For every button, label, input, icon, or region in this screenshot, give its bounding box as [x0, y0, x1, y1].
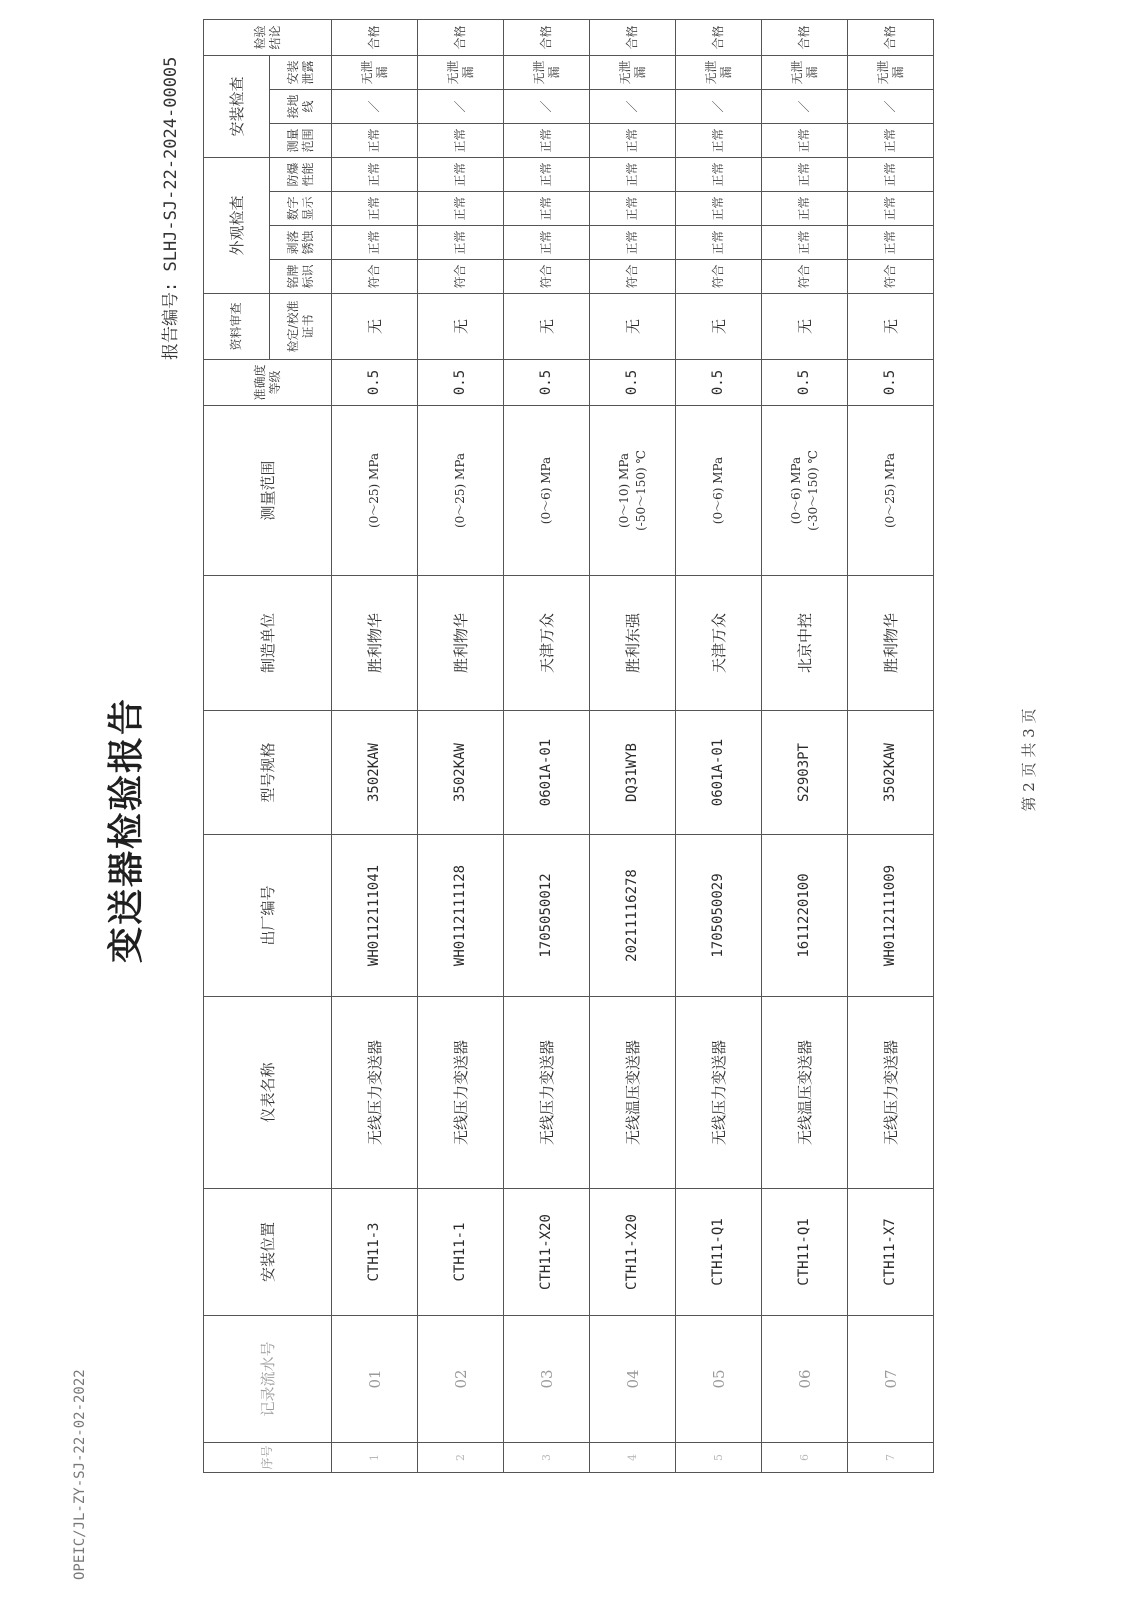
display-check: 正常 — [590, 192, 676, 226]
explosion-check: 正常 — [332, 157, 418, 191]
accuracy-class: 0.5 — [762, 360, 848, 406]
record-number: 07 — [848, 1316, 934, 1443]
nameplate-check: 符合 — [590, 260, 676, 294]
serial-number: WH0112111128 — [418, 835, 504, 997]
instrument-name: 无线压力变送器 — [504, 997, 590, 1189]
instrument-name: 无线压力变送器 — [418, 997, 504, 1189]
header-doc-cert: 检定/校准证书 — [270, 294, 332, 360]
table-row — [762, 19, 848, 1472]
header-nameplate: 铭牌标识 — [270, 260, 332, 294]
measuring-range — [590, 406, 676, 576]
header-install: 安装检查 — [204, 55, 270, 157]
conclusion: 合格 — [762, 19, 848, 55]
explosion-check: 正常 — [762, 157, 848, 191]
measuring-range — [332, 406, 418, 576]
row-index: 3 — [504, 1443, 590, 1473]
calibration-cert: 无 — [590, 294, 676, 360]
serial-number: 1611220100 — [762, 835, 848, 997]
measuring-range — [848, 406, 934, 576]
install-location: CTH11-X7 — [848, 1189, 934, 1316]
leak-check: 无泄漏 — [504, 55, 590, 89]
ground-check: ／ — [332, 89, 418, 123]
header-accuracy: 准确度等级 — [204, 360, 332, 406]
ground-check: ／ — [848, 89, 934, 123]
header-range: 测量范围 — [204, 406, 332, 576]
model-spec: 0601A-01 — [676, 711, 762, 835]
header-row-1 — [204, 19, 270, 1472]
install-location: CTH11-X20 — [590, 1189, 676, 1316]
accuracy-class: 0.5 — [332, 360, 418, 406]
row-index: 2 — [418, 1443, 504, 1473]
nameplate-check: 符合 — [332, 260, 418, 294]
conclusion: 合格 — [676, 19, 762, 55]
header-location: 安装位置 — [204, 1189, 332, 1316]
page-title: 变送器检验报告 — [105, 697, 147, 964]
explosion-check: 正常 — [848, 157, 934, 191]
range-pressure: (0～6) MPa — [539, 456, 554, 525]
record-number: 04 — [590, 1316, 676, 1443]
display-check: 正常 — [504, 192, 590, 226]
calibration-cert: 无 — [762, 294, 848, 360]
instrument-name: 无线压力变送器 — [332, 997, 418, 1189]
calibration-cert: 无 — [848, 294, 934, 360]
row-index: 4 — [590, 1443, 676, 1473]
calibration-cert: 无 — [504, 294, 590, 360]
header-corrosion: 剥落锈蚀 — [270, 226, 332, 260]
corrosion-check: 正常 — [848, 226, 934, 260]
model-spec: 3502KAW — [418, 711, 504, 835]
header-record-no: 记录流水号 — [204, 1316, 332, 1443]
corrosion-check: 正常 — [590, 226, 676, 260]
header-display: 数字显示 — [270, 192, 332, 226]
instrument-name: 无线温压变送器 — [762, 997, 848, 1189]
ground-check: ／ — [676, 89, 762, 123]
measuring-range — [762, 406, 848, 576]
record-number: 02 — [418, 1316, 504, 1443]
record-number: 06 — [762, 1316, 848, 1443]
ground-check: ／ — [418, 89, 504, 123]
install-location: CTH11-Q1 — [676, 1189, 762, 1316]
manufacturer: 天津万众 — [676, 576, 762, 711]
measuring-range — [676, 406, 762, 576]
range-pressure: (0～25) MPa — [367, 452, 382, 529]
form-code: OPEIC/JL-ZY-SJ-22-02-2022 — [72, 1369, 88, 1580]
inspection-table — [203, 19, 934, 1473]
display-check: 正常 — [848, 192, 934, 226]
table-row — [676, 19, 762, 1472]
accuracy-class: 0.5 — [676, 360, 762, 406]
header-ground: 接地线 — [270, 89, 332, 123]
header-index: 序号 — [204, 1443, 332, 1473]
explosion-check: 正常 — [676, 157, 762, 191]
header-manufacturer: 制造单位 — [204, 576, 332, 711]
row-index: 1 — [332, 1443, 418, 1473]
serial-number: WH0112111009 — [848, 835, 934, 997]
accuracy-class: 0.5 — [848, 360, 934, 406]
instrument-name: 无线温压变送器 — [590, 997, 676, 1189]
table-row — [590, 19, 676, 1472]
nameplate-check: 符合 — [676, 260, 762, 294]
explosion-check: 正常 — [418, 157, 504, 191]
manufacturer: 北京中控 — [762, 576, 848, 711]
row-index: 5 — [676, 1443, 762, 1473]
model-spec: S2903PT — [762, 711, 848, 835]
model-spec: 0601A-01 — [504, 711, 590, 835]
row-index: 6 — [762, 1443, 848, 1473]
ground-check: ／ — [504, 89, 590, 123]
conclusion: 合格 — [590, 19, 676, 55]
accuracy-class: 0.5 — [590, 360, 676, 406]
nameplate-check: 符合 — [762, 260, 848, 294]
table-row — [332, 19, 418, 1472]
header-instrument: 仪表名称 — [204, 997, 332, 1189]
serial-number: WH0112111041 — [332, 835, 418, 997]
conclusion: 合格 — [418, 19, 504, 55]
nameplate-check: 符合 — [418, 260, 504, 294]
display-check: 正常 — [332, 192, 418, 226]
corrosion-check: 正常 — [762, 226, 848, 260]
measuring-range — [418, 406, 504, 576]
manufacturer: 胜利东强 — [590, 576, 676, 711]
page-number: 第 2 页 共 3 页 — [1020, 708, 1038, 812]
instrument-name: 无线压力变送器 — [676, 997, 762, 1189]
header-explosion: 防爆性能 — [270, 157, 332, 191]
accuracy-class: 0.5 — [418, 360, 504, 406]
record-number: 05 — [676, 1316, 762, 1443]
instrument-name: 无线压力变送器 — [848, 997, 934, 1189]
range-pressure: (0～6) MPa — [789, 456, 804, 525]
serial-number: 20211116278 — [590, 835, 676, 997]
model-spec: DQ31WYB — [590, 711, 676, 835]
range-temperature: (-30～150) ℃ — [805, 450, 820, 531]
install-location: CTH11-Q1 — [762, 1189, 848, 1316]
range-temperature: (-50～150) ℃ — [633, 450, 648, 531]
corrosion-check: 正常 — [332, 226, 418, 260]
header-doc-review: 资料审查 — [204, 294, 270, 360]
report-number: 报告编号: SLHJ-SJ-22-2024-00005 — [161, 56, 181, 360]
range-pressure: (0～25) MPa — [453, 452, 468, 529]
header-meas-range: 测量范围 — [270, 123, 332, 157]
calibration-cert: 无 — [418, 294, 504, 360]
calibration-cert: 无 — [332, 294, 418, 360]
conclusion: 合格 — [504, 19, 590, 55]
ground-check: ／ — [590, 89, 676, 123]
table-row — [504, 19, 590, 1472]
conclusion: 合格 — [332, 19, 418, 55]
explosion-check: 正常 — [504, 157, 590, 191]
range-pressure: (0～10) MPa — [617, 452, 632, 529]
model-spec: 3502KAW — [332, 711, 418, 835]
range-check: 正常 — [848, 123, 934, 157]
range-check: 正常 — [504, 123, 590, 157]
install-location: CTH11-X20 — [504, 1189, 590, 1316]
range-pressure: (0～6) MPa — [711, 456, 726, 525]
leak-check: 无泄漏 — [762, 55, 848, 89]
range-check: 正常 — [332, 123, 418, 157]
manufacturer: 胜利物华 — [848, 576, 934, 711]
range-pressure: (0～25) MPa — [883, 452, 898, 529]
display-check: 正常 — [676, 192, 762, 226]
range-check: 正常 — [590, 123, 676, 157]
leak-check: 无泄漏 — [676, 55, 762, 89]
range-check: 正常 — [676, 123, 762, 157]
nameplate-check: 符合 — [504, 260, 590, 294]
header-leak: 安装泄露 — [270, 55, 332, 89]
model-spec: 3502KAW — [848, 711, 934, 835]
record-number: 03 — [504, 1316, 590, 1443]
corrosion-check: 正常 — [418, 226, 504, 260]
calibration-cert: 无 — [676, 294, 762, 360]
install-location: CTH11-3 — [332, 1189, 418, 1316]
display-check: 正常 — [418, 192, 504, 226]
header-appearance: 外观检查 — [204, 157, 270, 293]
range-check: 正常 — [762, 123, 848, 157]
serial-number: 1705050012 — [504, 835, 590, 997]
corrosion-check: 正常 — [676, 226, 762, 260]
display-check: 正常 — [762, 192, 848, 226]
leak-check: 无泄漏 — [848, 55, 934, 89]
manufacturer: 胜利物华 — [418, 576, 504, 711]
measuring-range — [504, 406, 590, 576]
leak-check: 无泄漏 — [332, 55, 418, 89]
accuracy-class: 0.5 — [504, 360, 590, 406]
corrosion-check: 正常 — [504, 226, 590, 260]
install-location: CTH11-1 — [418, 1189, 504, 1316]
manufacturer: 胜利物华 — [332, 576, 418, 711]
conclusion: 合格 — [848, 19, 934, 55]
manufacturer: 天津万众 — [504, 576, 590, 711]
serial-number: 1705050029 — [676, 835, 762, 997]
nameplate-check: 符合 — [848, 260, 934, 294]
row-index: 7 — [848, 1443, 934, 1473]
table-row — [418, 19, 504, 1472]
record-number: 01 — [332, 1316, 418, 1443]
table-row — [848, 19, 934, 1472]
ground-check: ／ — [762, 89, 848, 123]
leak-check: 无泄漏 — [418, 55, 504, 89]
explosion-check: 正常 — [590, 157, 676, 191]
header-serial: 出厂编号 — [204, 835, 332, 997]
header-model: 型号规格 — [204, 711, 332, 835]
header-conclusion: 检验结论 — [204, 19, 332, 55]
range-check: 正常 — [418, 123, 504, 157]
leak-check: 无泄漏 — [590, 55, 676, 89]
